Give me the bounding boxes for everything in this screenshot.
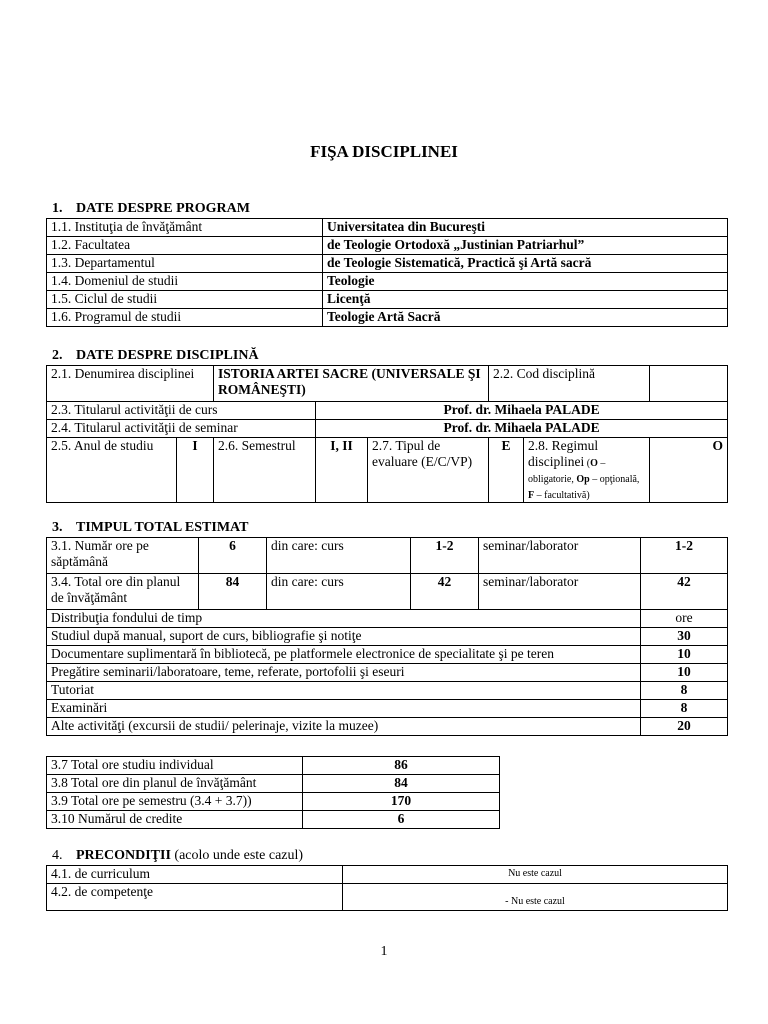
table-row [47, 628, 728, 646]
program-value: de Teologie Ortodoxă „Justinian Patriarhul” [323, 237, 728, 255]
section-3-heading [52, 520, 248, 536]
program-value: Licenţă [323, 291, 728, 309]
discipline-table-body [47, 366, 728, 503]
total-value: 84 [303, 775, 500, 793]
regime-op: Op [576, 474, 590, 485]
section-1-heading [52, 201, 250, 217]
table-row [47, 309, 728, 327]
weekly-hours-label: 3.1. Număr ore pe săptămână [47, 538, 199, 574]
program-value: de Teologie Sistematică, Practică şi Artă sacră [323, 255, 728, 273]
regime-label: 2.8. Regimul disciplinei [528, 438, 599, 469]
regime-f: F [528, 490, 535, 501]
table-row [47, 664, 728, 682]
program-label: 1.5. Ciclul de studii [47, 291, 323, 309]
weekly-hours-value: 6 [199, 538, 267, 574]
weekly-seminar-label: seminar/laborator [479, 538, 641, 574]
program-label: 1.6. Programul de studii [47, 309, 323, 327]
program-value: Teologie Artă Sacră [323, 309, 728, 327]
weekly-course-value: 1-2 [411, 538, 479, 574]
table-row [47, 402, 728, 420]
plan-hours-value: 84 [199, 574, 267, 610]
table-row [47, 884, 728, 911]
study-year-value: I [177, 438, 214, 503]
evaluation-type-value: E [489, 438, 524, 503]
precondition-label: 4.1. de curriculum [47, 866, 343, 884]
plan-seminar-label: seminar/laborator [479, 574, 641, 610]
table-row [47, 366, 728, 402]
document-title: FIŞA DISCIPLINEI [310, 142, 458, 161]
regime-op-text: – opţională, [589, 474, 640, 485]
total-label: 3.7 Total ore studiu individual [47, 757, 303, 775]
table-row [47, 793, 500, 811]
precondition-value: - Nu este cazul [343, 884, 728, 911]
discipline-code-value [650, 366, 728, 402]
section-2-title: DATE DESPRE DISCIPLINĂ [76, 348, 259, 363]
program-table-body [47, 219, 728, 327]
total-value: 170 [303, 793, 500, 811]
table-row [47, 866, 728, 884]
table-row [47, 610, 728, 628]
regime-f-text: – facultativă) [534, 490, 590, 501]
distribution-value: 10 [641, 646, 728, 664]
totals-table [46, 756, 500, 829]
plan-course-value: 42 [411, 574, 479, 610]
table-row [47, 646, 728, 664]
study-year-label: 2.5. Anul de studiu [47, 438, 177, 503]
discipline-name-value: ISTORIA ARTEI SACRE (UNIVERSALE ŞI ROMÂNEŞTI) [214, 366, 489, 402]
weekly-course-label: din care: curs [267, 538, 411, 574]
section-3-title: TIMPUL TOTAL ESTIMAT [76, 520, 249, 535]
plan-seminar-value: 42 [641, 574, 728, 610]
table-row [47, 811, 500, 829]
distribution-value: 8 [641, 682, 728, 700]
discipline-code-label: 2.2. Cod disciplină [489, 366, 650, 402]
table-row [47, 700, 728, 718]
program-label: 1.2. Facultatea [47, 237, 323, 255]
preconditions-table-body [47, 866, 728, 911]
distribution-value: 8 [641, 700, 728, 718]
plan-course-label: din care: curs [267, 574, 411, 610]
program-label: 1.1. Instituţia de învăţământ [47, 219, 323, 237]
section-4-title: PRECONDIŢII [76, 848, 171, 863]
precondition-label: 4.2. de competenţe [47, 884, 343, 911]
semester-label: 2.6. Semestrul [214, 438, 316, 503]
regime-legend-open: ( [584, 458, 591, 469]
table-row [47, 255, 728, 273]
precondition-value: Nu este cazul [343, 866, 728, 884]
course-holder-value: Prof. dr. Mihaela PALADE [316, 402, 728, 420]
table-row [47, 757, 500, 775]
seminar-holder-value: Prof. dr. Mihaela PALADE [316, 420, 728, 438]
time-table [46, 537, 728, 736]
weekly-seminar-value: 1-2 [641, 538, 728, 574]
distribution-label: Alte activităţi (excursii de studii/ pelerinaje, vizite la muzee) [47, 718, 641, 736]
total-label: 3.9 Total ore pe semestru (3.4 + 3.7)) [47, 793, 303, 811]
distribution-value: 20 [641, 718, 728, 736]
section-4-note: (acolo unde este cazul) [170, 848, 304, 863]
section-1-number: 1. [52, 201, 63, 216]
distribution-label: Pregătire seminarii/laboratoare, teme, referate, portofolii şi eseuri [47, 664, 641, 682]
table-row [47, 420, 728, 438]
course-holder-label: 2.3. Titularul activităţii de curs [47, 402, 316, 420]
table-row [47, 718, 728, 736]
distribution-label: Tutoriat [47, 682, 641, 700]
distribution-header-unit: ore [641, 610, 728, 628]
preconditions-table [46, 865, 728, 911]
section-4-heading [52, 848, 303, 864]
totals-table-body [47, 757, 500, 829]
table-row [47, 538, 728, 574]
section-1-title: DATE DESPRE PROGRAM [76, 201, 250, 216]
program-label: 1.3. Departamentul [47, 255, 323, 273]
time-table-body [47, 538, 728, 736]
section-2-number: 2. [52, 348, 63, 363]
total-value: 6 [303, 811, 500, 829]
program-table [46, 218, 728, 327]
discipline-name-label: 2.1. Denumirea disciplinei [47, 366, 214, 402]
distribution-value: 30 [641, 628, 728, 646]
table-row [47, 291, 728, 309]
regime-o-text: – obligatorie, [528, 458, 606, 485]
distribution-value: 10 [641, 664, 728, 682]
program-value: Teologie [323, 273, 728, 291]
discipline-table [46, 365, 728, 503]
seminar-holder-label: 2.4. Titularul activităţii de seminar [47, 420, 316, 438]
section-2-heading [52, 348, 259, 364]
table-row [47, 273, 728, 291]
table-row [47, 237, 728, 255]
distribution-header-label: Distribuţia fondului de timp [47, 610, 641, 628]
evaluation-type-label: 2.7. Tipul de evaluare (E/C/VP) [368, 438, 489, 503]
distribution-label: Documentare suplimentară în bibliotecă, pe platformele electronice de specialitate şi pe teren [47, 646, 641, 664]
distribution-label: Studiul după manual, suport de curs, bibliografie şi notiţe [47, 628, 641, 646]
table-row [47, 574, 728, 610]
program-value: Universitatea din Bucureşti [323, 219, 728, 237]
section-4-number: 4. [52, 848, 63, 863]
regime-value: O [650, 438, 728, 503]
semester-value: I, II [316, 438, 368, 503]
regime-o: O [590, 458, 598, 469]
table-row [47, 438, 728, 503]
regime-cell [524, 438, 650, 503]
page-number: 1 [380, 944, 388, 959]
table-row [47, 219, 728, 237]
total-label: 3.10 Numărul de credite [47, 811, 303, 829]
total-label: 3.8 Total ore din planul de învăţământ [47, 775, 303, 793]
total-value: 86 [303, 757, 500, 775]
plan-hours-label: 3.4. Total ore din planul de învăţământ [47, 574, 199, 610]
table-row [47, 775, 500, 793]
distribution-label: Examinări [47, 700, 641, 718]
section-3-number: 3. [52, 520, 63, 535]
program-label: 1.4. Domeniul de studii [47, 273, 323, 291]
table-row [47, 682, 728, 700]
